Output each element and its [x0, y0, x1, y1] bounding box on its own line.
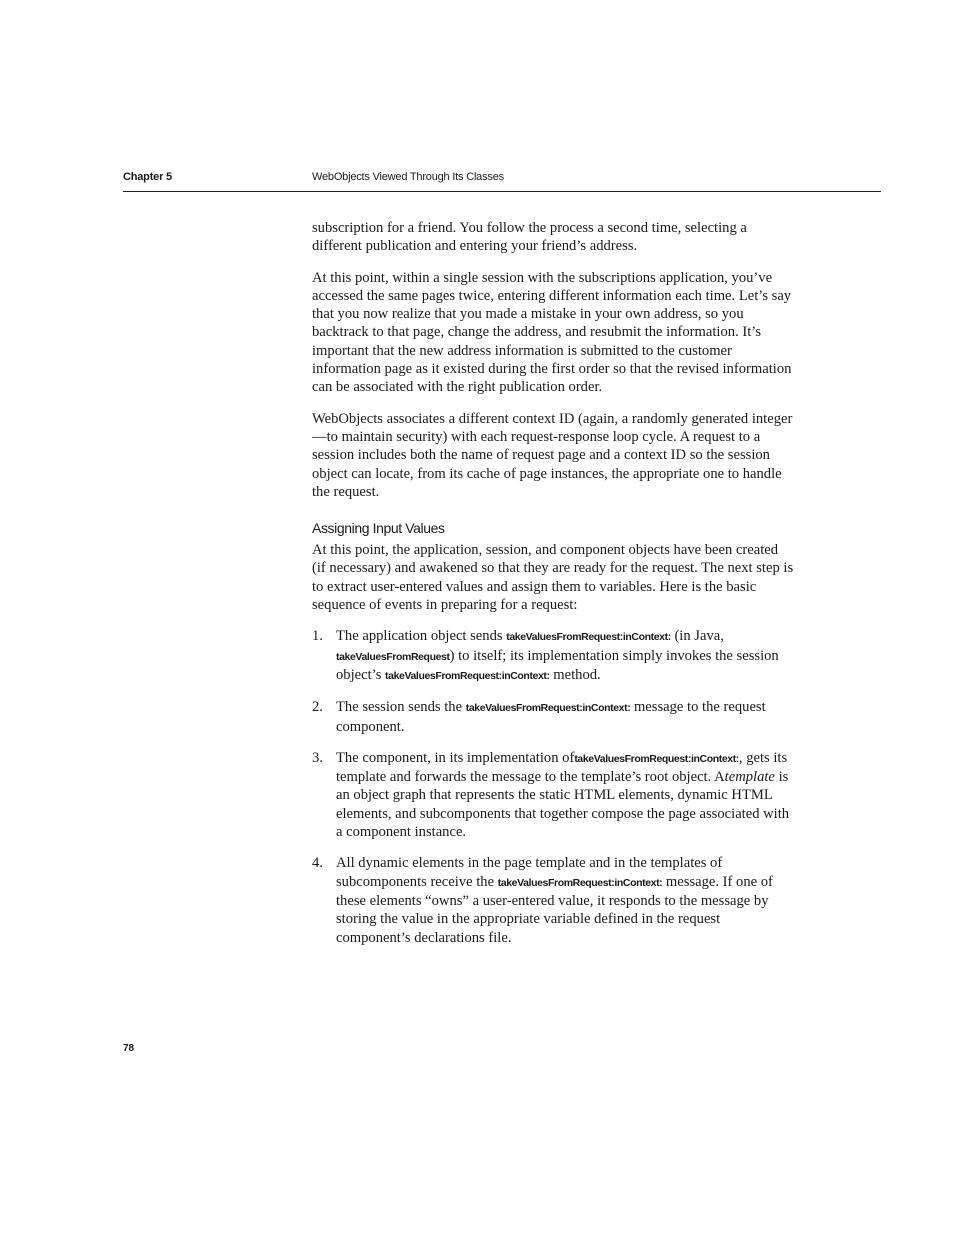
list-number: 3.	[312, 749, 323, 766]
method-name: takeValuesFromRequest:inContext:	[506, 631, 671, 644]
list-number: 4.	[312, 855, 323, 872]
list-item	[312, 854, 794, 946]
step-text: message. If one of these elements “owns” a user-entered value, it responds to the message by storing the value in the appropriate variable defined in the request component’s declarations file.	[336, 873, 773, 946]
section-intro: At this point, the application, session, and component objects have been created (if necessary) and awakened so that they are ready for the request. The next step is to extract user-entered values and assign them to variables. Here is the basic sequence of events in preparing for a request:	[312, 542, 794, 614]
paragraph-2: At this point, within a single session with the subscriptions application, you’ve accessed the same pages twice, entering different information each time. Let’s say that you now realize that you made a mistake in your own address, so you backtrack to that page, change the address, and resubmit the information. It’s important that the new address information is submitted to the customer information page as it existed during the first order so that the revised information can be associated with the right publication order.	[312, 269, 792, 396]
step-text: ) to itself; its implementation simply invokes the session object’s	[336, 647, 779, 683]
list-number: 1.	[312, 628, 323, 645]
method-name: takeValuesFromRequest:inContext:	[497, 876, 663, 889]
step-text: message to the request component.	[336, 699, 766, 735]
step-text: All dynamic elements in the page template and in the templates of subcomponents receive the	[336, 855, 723, 890]
step-text: method.	[549, 666, 601, 683]
list-item	[312, 698, 794, 736]
step-text: , gets its template and forwards the message to the template’s root object. A	[336, 749, 788, 786]
paragraph-3: WebObjects associates a different context ID (again, a randomly generated integer—to maintain security) with each request-response loop cycle. A request to a session includes both the name of request page and a context ID so the session object can locate, from its cache of page instances, the appropriate one to handle the request.	[312, 410, 793, 500]
list-item	[312, 749, 794, 841]
paragraph-1: subscription for a friend. You follow the process a second time, selecting a different publication and entering your friend’s address.	[312, 220, 747, 255]
step-text: The application object sends	[336, 628, 507, 645]
list-item	[312, 627, 794, 685]
method-name: takeValuesFromRequest:inContext:	[574, 752, 739, 765]
section-heading: Assigning Input Values	[312, 520, 445, 537]
step-text: (in Java,	[670, 628, 724, 645]
header-title: WebObjects Viewed Through Its Classes	[312, 171, 504, 183]
step-text: The component, in its implementation of	[336, 749, 575, 766]
method-name: takeValuesFromRequest:inContext:	[465, 702, 631, 715]
method-name: takeValuesFromRequest:inContext:	[385, 669, 550, 682]
page-number: 78	[123, 1043, 135, 1054]
emphasized-term: template	[724, 769, 775, 786]
method-name: takeValuesFromRequest	[336, 650, 450, 663]
step-text: is an object graph that represents the static HTML elements, dynamic HTML elements, and subcomponents that together compose the page associated with a component instance.	[336, 769, 790, 841]
step-text: The session sends the	[336, 699, 466, 716]
chapter-label: Chapter 5	[123, 171, 172, 183]
list-number: 2.	[312, 699, 323, 716]
body-text	[312, 219, 794, 960]
steps-list	[312, 627, 794, 946]
running-header	[123, 170, 881, 192]
